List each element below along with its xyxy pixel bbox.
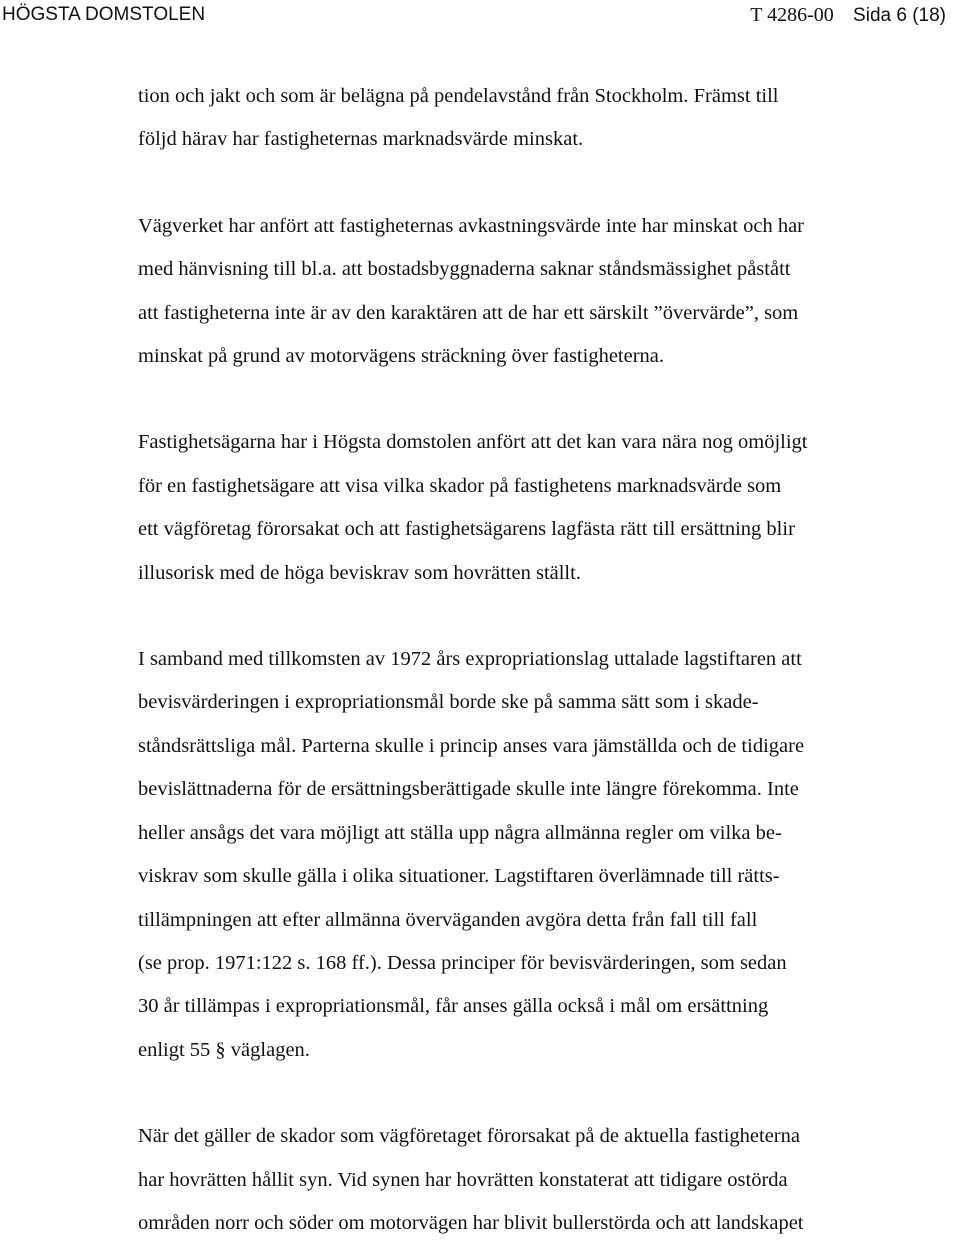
text-line: ett vägföretag förorsakat och att fastighetsägarens lagfästa rätt till ersättning blir <box>138 518 795 541</box>
paragraph-5 <box>138 1115 956 1245</box>
paragraph-3 <box>138 421 956 595</box>
text-line: för en fastighetsägare att visa vilka skador på fastighetens marknadsvärde som <box>138 474 782 497</box>
text-line: (se prop. 1971:122 s. 168 ff.). Dessa principer för bevisvärderingen, som sedan <box>138 951 787 974</box>
text-line: minskat på grund av motorvägens sträckning över fastigheterna. <box>138 345 665 368</box>
text-line: tion och jakt och som är belägna på pendelavstånd från Stockholm. Främst till <box>138 85 779 107</box>
case-number: T 4286-00 <box>750 4 834 26</box>
document-body <box>138 75 956 1245</box>
text-line: följd härav har fastigheternas marknadsvärde minskat. <box>138 128 584 151</box>
text-line: 30 år tillämpas i expropriationsmål, får anses gälla också i mål om ersättning <box>138 995 769 1018</box>
text-line: ståndsrättsliga mål. Parterna skulle i princip anses vara jämställda och de tidigare <box>138 734 805 757</box>
text-line: Fastighetsägarna har i Högsta domstolen anfört att det kan vara nära nog omöjligt <box>138 431 808 454</box>
paragraph-1 <box>138 75 956 162</box>
text-line: heller ansågs det vara möjligt att ställa upp några allmänna regler om vilka be- <box>138 821 782 844</box>
text-line: bevisvärderingen i expropriationsmål borde ske på samma sätt som i skade- <box>138 691 759 714</box>
text-line: illusorisk med de höga beviskrav som hovrätten ställt. <box>138 561 581 584</box>
text-line: tillämpningen att efter allmänna överväganden avgöra detta från fall till fall <box>138 908 758 931</box>
text-line: I samband med tillkomsten av 1972 års expropriationslag uttalade lagstiftaren att <box>138 648 802 671</box>
text-line: enligt 55 § väglagen. <box>138 1038 310 1061</box>
paragraph-2 <box>138 205 956 379</box>
text-line: har hovrätten hållit syn. Vid synen har hovrätten konstaterat att tidigare ostörda <box>138 1168 788 1191</box>
court-name: HÖGSTA DOMSTOLEN <box>2 4 206 25</box>
paragraph-4 <box>138 638 956 1072</box>
text-line: Vägverket har anfört att fastigheternas avkastningsvärde inte har minskat och har <box>138 214 804 237</box>
page-header <box>0 0 960 30</box>
text-line: med hänvisning till bl.a. att bostadsbyggnaderna saknar ståndsmässighet påstått <box>138 258 791 281</box>
page-number: Sida 6 (18) <box>853 5 946 26</box>
text-line: att fastigheterna inte är av den karaktären att de har ett särskilt ”övervärde”, som <box>138 301 799 324</box>
text-line: viskrav som skulle gälla i olika situationer. Lagstiftaren överlämnade till rätts- <box>138 865 780 888</box>
header-meta <box>750 4 946 27</box>
text-line: När det gäller de skador som vägföretaget förorsakat på de aktuella fastigheterna <box>138 1125 800 1148</box>
text-line: områden norr och söder om motorvägen har blivit bullerstörda och att landskapet <box>138 1211 804 1234</box>
text-line: bevislättnaderna för de ersättningsberättigade skulle inte längre förekomma. Inte <box>138 778 799 801</box>
